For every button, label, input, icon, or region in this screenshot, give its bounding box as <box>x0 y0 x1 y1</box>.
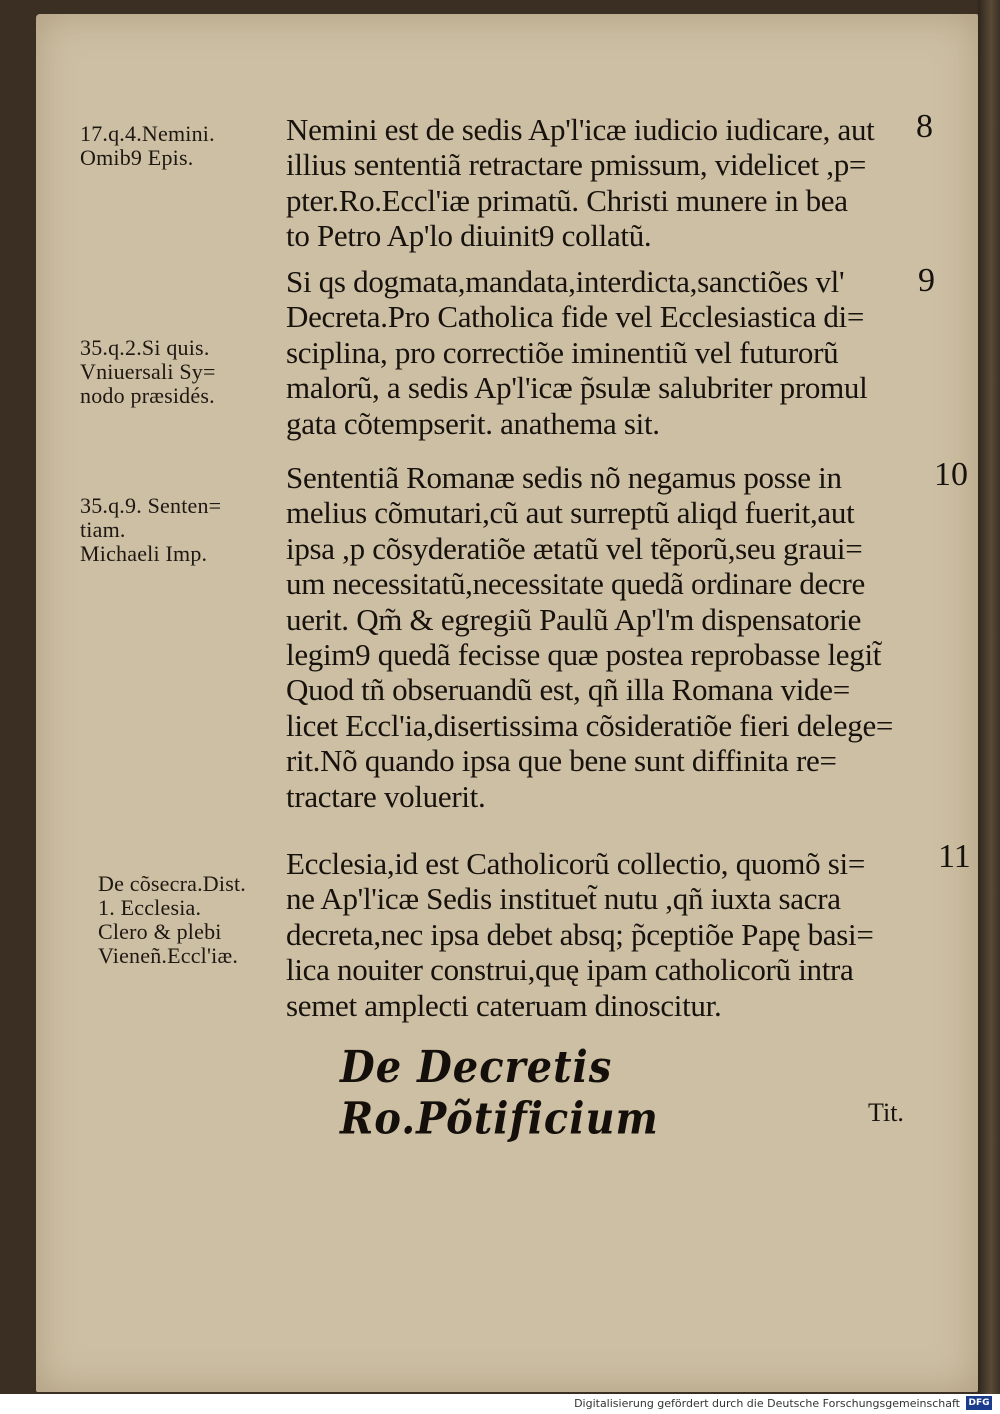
marginal-note-4: De cõsecra.Dist. 1. Ecclesia. Clero & plebi Vieneñ.Eccl'iæ. <box>98 871 246 968</box>
dfg-logo-icon: DFG <box>966 1396 992 1410</box>
section-number-10: 10 <box>934 456 968 493</box>
marginal-note-3: 35.q.9. Senten= tiam. Michaeli Imp. <box>80 493 222 566</box>
book-edge <box>978 0 1000 1414</box>
section-heading: De Decretis Ro.Põtificium <box>340 1041 659 1145</box>
section-number-8: 8 <box>916 108 933 145</box>
catchword: Tit. <box>868 1098 904 1127</box>
paragraph-10: Sententiã Romanæ sedis nõ negamus posse in melius cõmutari,cũ aut surreptũ aliqd fuerit,aut ipsa ,p cõsyderatiõe ætatũ vel tẽporũ,seu graui= um necessitatũ,necessitate quedã ordinare decre uerit. Qm̃ & egregiũ Paulũ Ap'l'm dispensatorie legim9 quedã fecisse quæ postea reprobasse legit̃ Quod tñ obseruandũ est, qñ illa Romana vide= licet Eccl'ia,disertissima cõsideratiõe fieri delege= rit.Nõ quando ipsa que bene sunt diffinita re= tractare voluerit. <box>286 460 894 814</box>
section-number-9: 9 <box>918 262 935 299</box>
paragraph-8: Nemini est de sedis Ap'l'icæ iudicio iudicare, aut illius sententiã retractare pmissum, videlicet ,p= pter.Ro.Eccl'iæ primatũ. Christi munere in bea to Petro Ap'lo diuinit9 collatũ. <box>286 112 875 254</box>
section-number-11: 11 <box>938 838 971 875</box>
paragraph-11: Ecclesia,id est Catholicorũ collectio, quomõ si= ne Ap'l'icæ Sedis instituet̃ nutu ,qñ iuxta sacra decreta,nec ipsa debet absq; p̃ceptiõe Papę basi= lica nouiter construi,quę ipam catholicorũ intra semet amplecti cateruam dinoscitur. <box>286 846 874 1023</box>
marginal-note-1: 17.q.4.Nemini. Omib9 Epis. <box>80 121 215 170</box>
paragraph-9: Si qs dogmata,mandata,interdicta,sanctiões vl' Decreta.Pro Catholica fide vel Ecclesiastica di= sciplina, pro correctiõe iminentiũ vel futurorũ malorũ, a sedis Ap'l'icæ p̃sulæ salubriter promul gata cõtempserit. anathema sit. <box>286 264 868 441</box>
marginal-note-2: 35.q.2.Si quis. Vniuersali Sy= nodo præsidés. <box>80 335 216 408</box>
footer-credit: Digitalisierung gefördert durch die Deutsche Forschungsgemeinschaft <box>574 1397 960 1410</box>
